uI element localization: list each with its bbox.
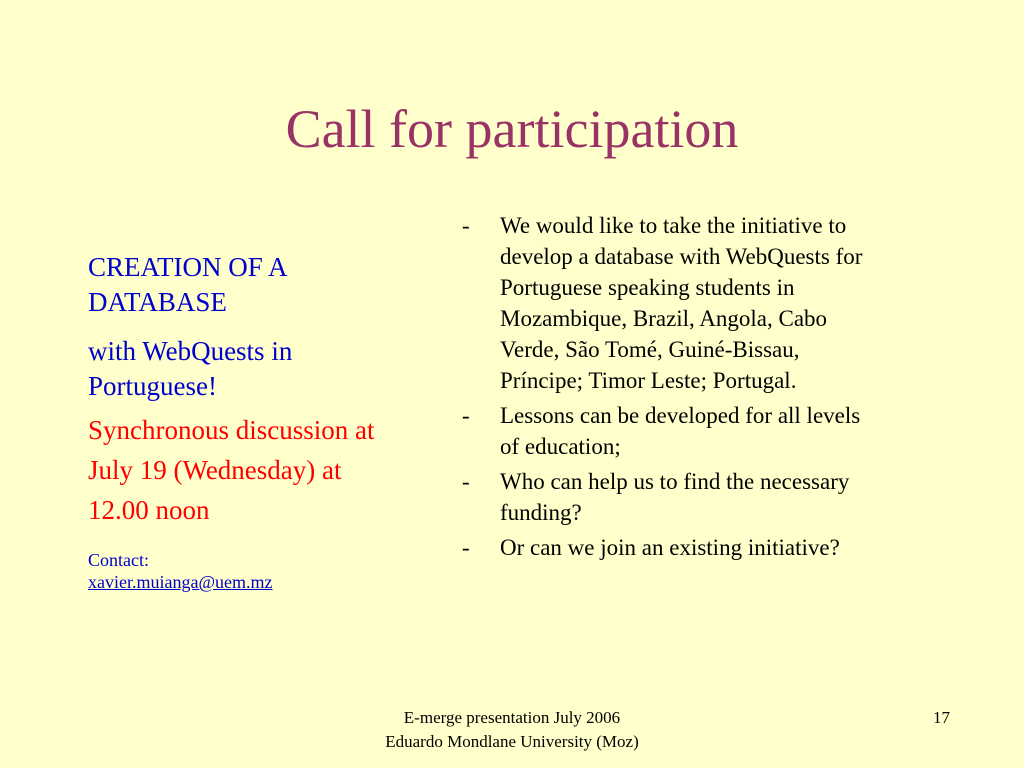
- bullet-marker: -: [462, 535, 470, 560]
- bullet-list: [458, 210, 878, 563]
- discussion-announcement: Synchronous discussion at July 19 (Wednesday) at 12.00 noon: [88, 415, 375, 525]
- bullet-text: Or can we join an existing initiative?: [500, 535, 840, 560]
- bullet-text: We would like to take the initiative to develop a database with WebQuests for Portuguese speaking students in Mozambique, Brazil, Angola, Cabo Verde, São Tomé, Guiné-Bissau, Príncipe; Timor Leste; Portugal.: [500, 213, 863, 393]
- slide-number: 17: [933, 708, 950, 727]
- bullet-marker: -: [462, 403, 470, 428]
- bullet-item-existing: [458, 532, 878, 563]
- footer-line-university: Eduardo Mondlane University (Moz): [385, 732, 639, 751]
- slide-title: Call for participation: [285, 99, 739, 159]
- slide-footer: [312, 706, 712, 754]
- database-heading: CREATION OF A DATABASE: [88, 252, 287, 317]
- bullet-item-lessons: [458, 400, 878, 462]
- bullet-text: Lessons can be developed for all levels of education;: [500, 403, 861, 459]
- bullet-item-funding: [458, 466, 878, 528]
- bullet-item-initiative: [458, 210, 878, 396]
- webquests-subheading: with WebQuests in Portuguese!: [88, 336, 293, 401]
- bullet-text: Who can help us to find the necessary funding?: [500, 469, 850, 525]
- contact-email-link[interactable]: xavier.muianga@uem.mz: [88, 572, 273, 592]
- contact-label: Contact:: [88, 550, 149, 570]
- footer-line-presentation: E-merge presentation July 2006: [403, 708, 621, 727]
- bullet-marker: -: [462, 213, 470, 238]
- right-column: [458, 210, 878, 567]
- left-column: [88, 250, 378, 593]
- bullet-marker: -: [462, 469, 470, 494]
